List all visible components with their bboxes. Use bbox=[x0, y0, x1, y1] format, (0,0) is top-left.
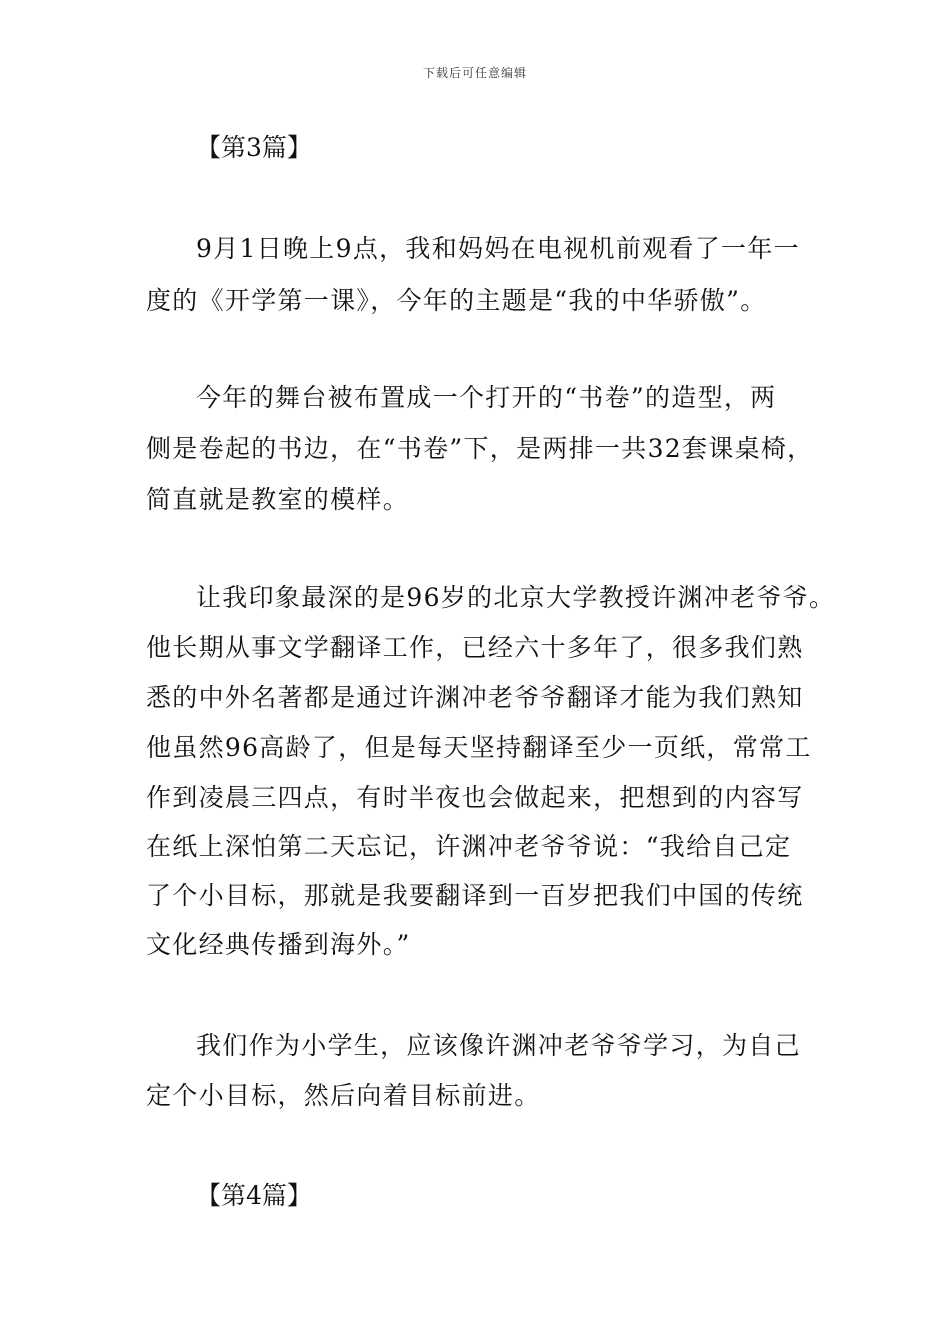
paragraph-line: 了个小目标，那就是我要翻译到一百岁把我们中国的传统 bbox=[146, 881, 804, 910]
section-heading-4: 【第4篇】 bbox=[196, 1181, 312, 1210]
section-heading-3: 【第3篇】 bbox=[196, 133, 312, 162]
paragraph-line: 作到凌晨三四点，有时半夜也会做起来，把想到的内容写 bbox=[146, 783, 804, 812]
paragraph-line: 他虽然96高龄了，但是每天坚持翻译至少一页纸，常常工 bbox=[146, 733, 812, 762]
paragraph-line: 悉的中外名著都是通过许渊冲老爷爷翻译才能为我们熟知 bbox=[146, 683, 804, 712]
paragraph-line: 在纸上深怕第二天忘记，许渊冲老爷爷说：“我给自己定 bbox=[146, 832, 792, 861]
paragraph-line: 今年的舞台被布置成一个打开的“书卷”的造型，两 bbox=[196, 383, 777, 412]
paragraph-line: 侧是卷起的书边，在“书卷”下，是两排一共32套课桌椅， bbox=[146, 434, 814, 463]
paragraph-line: 9月1日晚上9点，我和妈妈在电视机前观看了一年一 bbox=[196, 234, 800, 263]
paragraph-line: 文化经典传播到海外。” bbox=[146, 930, 411, 959]
paragraph-line: 简直就是教室的模样。 bbox=[146, 485, 410, 514]
paragraph-line: 我们作为小学生，应该像许渊冲老爷爷学习，为自己 bbox=[196, 1031, 801, 1060]
header-note: 下载后可任意编辑 bbox=[422, 66, 527, 80]
paragraph-line: 度的《开学第一课》，今年的主题是“我的中华骄傲”。 bbox=[146, 286, 767, 315]
paragraph-line: 他长期从事文学翻译工作，已经六十多年了，很多我们熟 bbox=[146, 633, 804, 662]
paragraph-line: 定个小目标，然后向着目标前进。 bbox=[146, 1081, 541, 1110]
paragraph-line: 让我印象最深的是96岁的北京大学教授许渊冲老爷爷。 bbox=[196, 583, 836, 612]
